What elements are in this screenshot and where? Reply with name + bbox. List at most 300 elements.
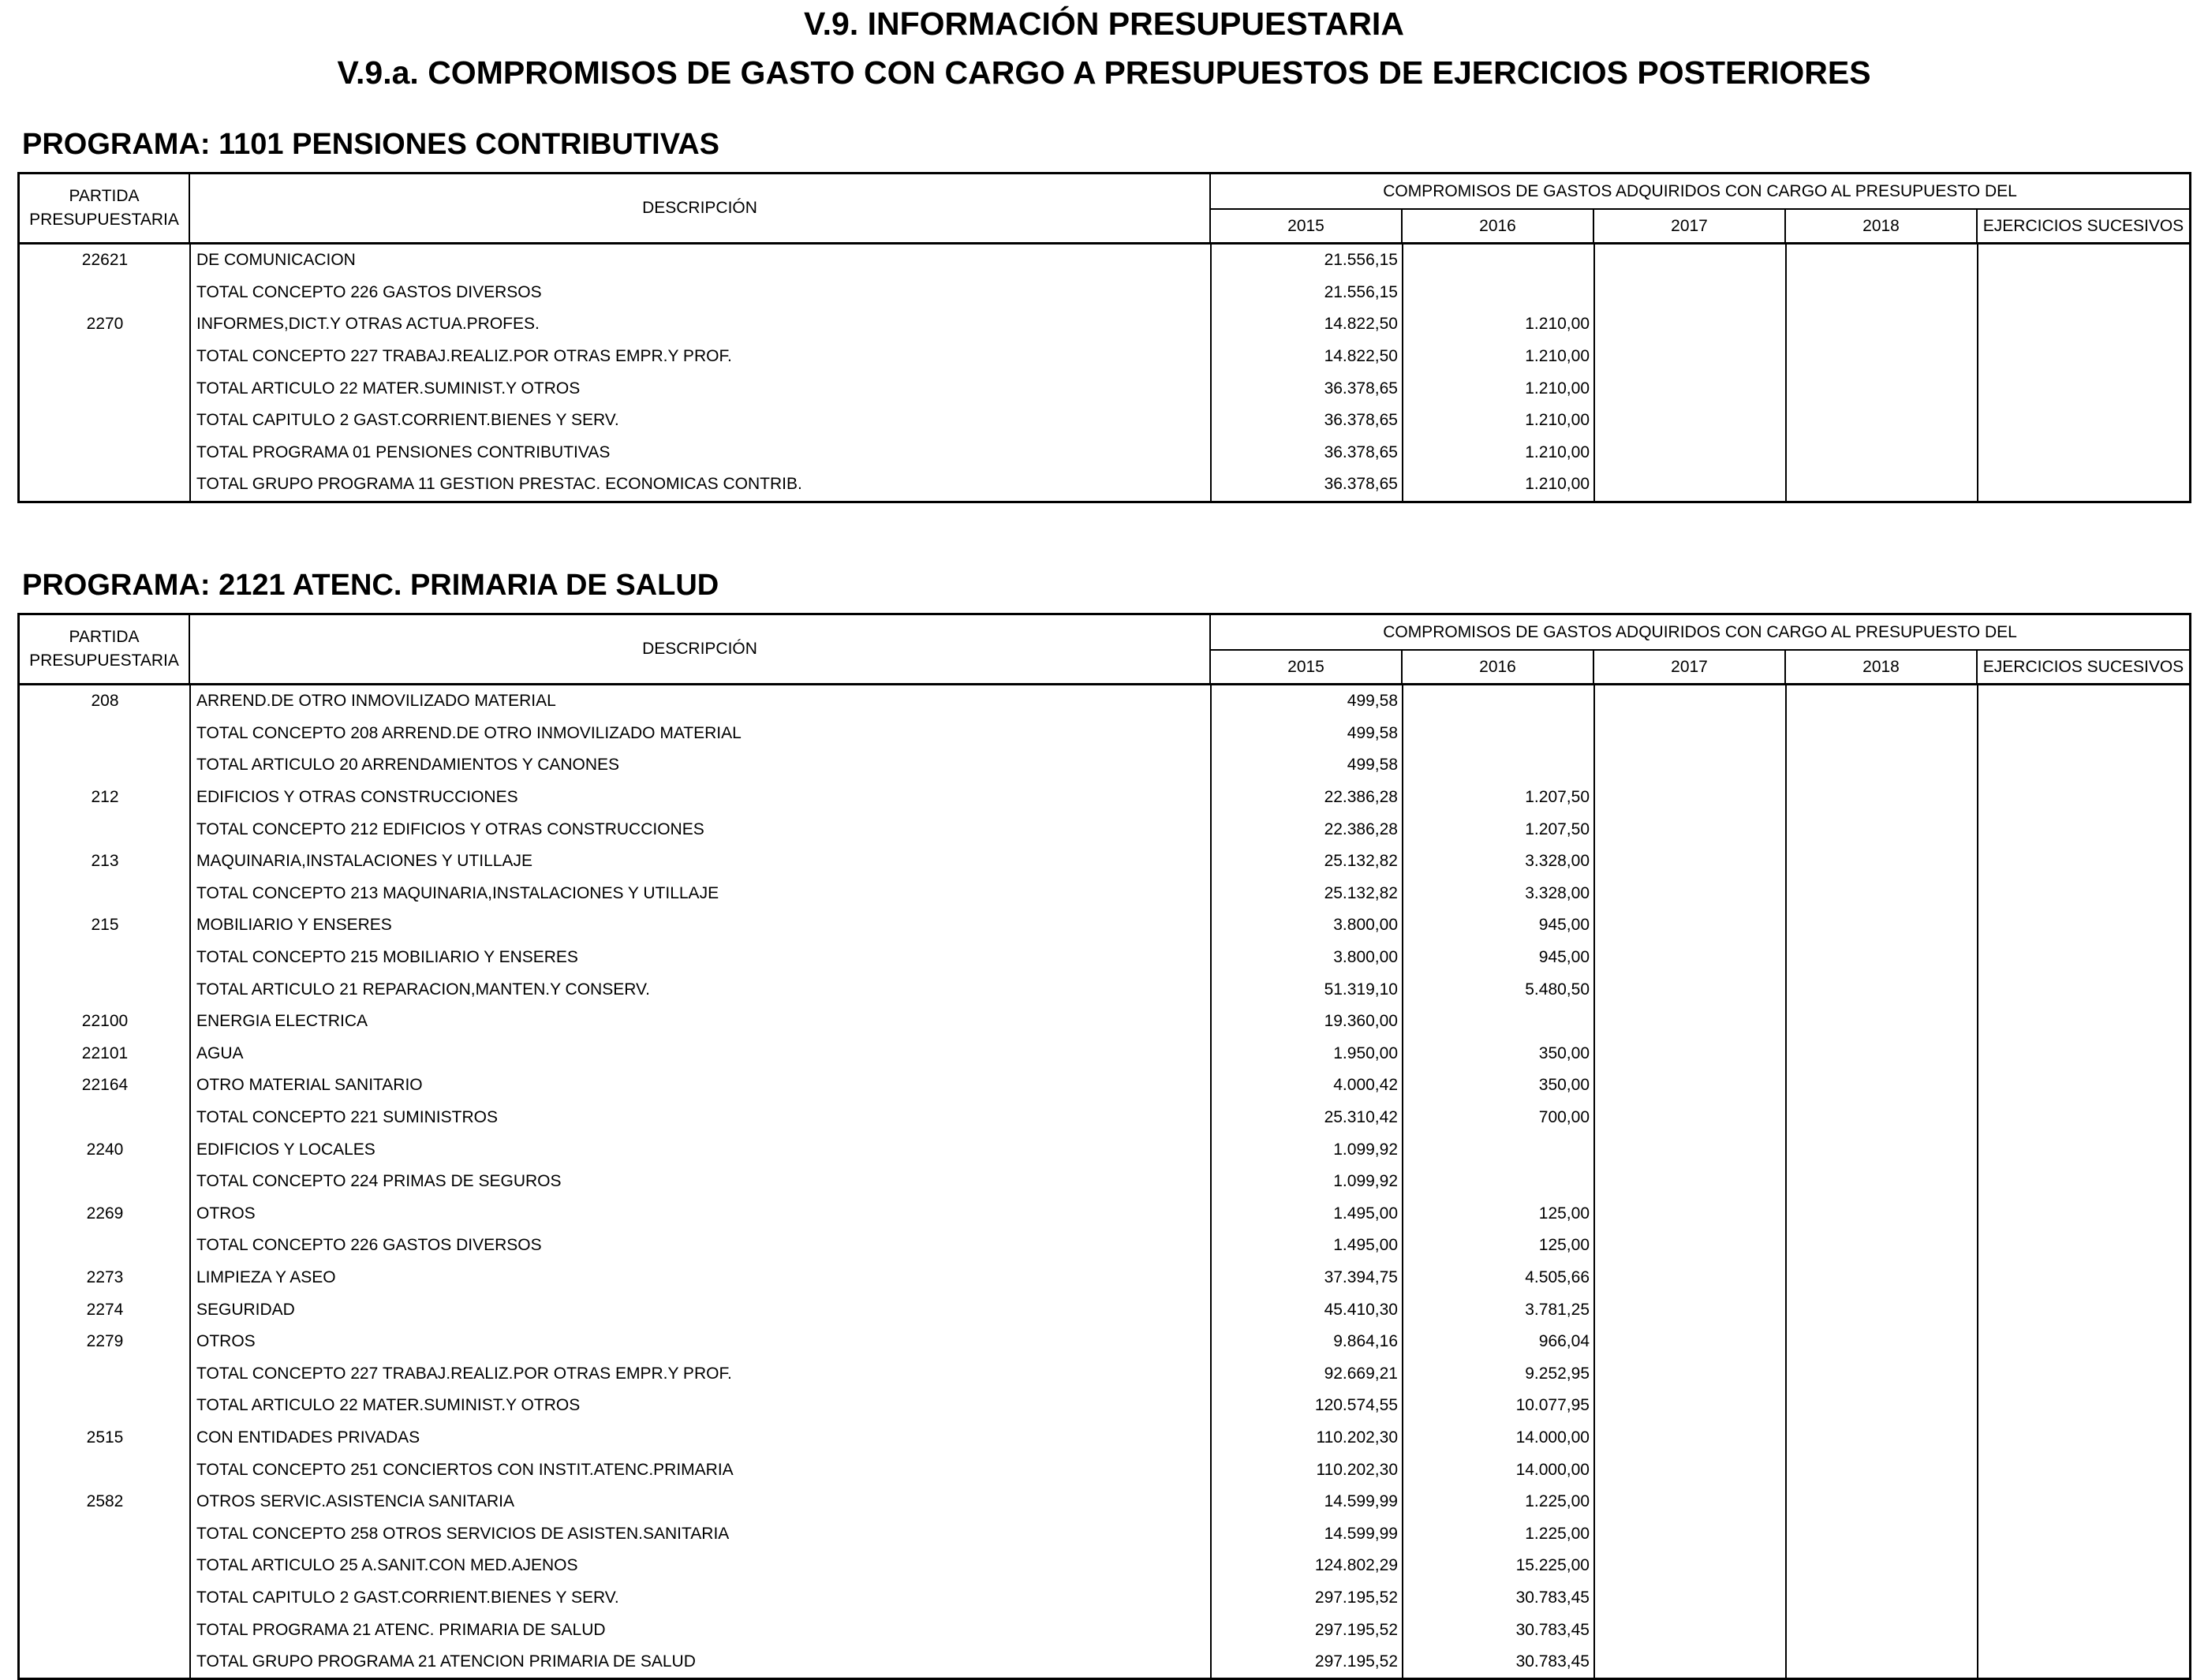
partida-cell — [20, 372, 190, 405]
descripcion-cell: TOTAL CONCEPTO 227 TRABAJ.REALIZ.POR OTRAS EMPR.Y PROF. — [196, 1364, 732, 1383]
descripcion-cell: TOTAL GRUPO PROGRAMA 11 GESTION PRESTAC. ECONOMICAS CONTRIB. — [196, 475, 802, 494]
partida-cell — [20, 1166, 190, 1198]
value-2015: 19.360,00 — [1324, 1012, 1398, 1031]
program-title: PROGRAMA: 2121 ATENC. PRIMARIA DE SALUD — [22, 569, 719, 602]
table-row — [20, 1006, 2189, 1038]
value-2016 — [1403, 1166, 1594, 1198]
partida-cell — [20, 437, 190, 469]
value-2018 — [1786, 1230, 1978, 1262]
value-2015: 499,58 — [1347, 756, 1398, 775]
value-2015: 297.195,52 — [1314, 1588, 1398, 1607]
descripcion-cell: TOTAL CONCEPTO 227 TRABAJ.REALIZ.POR OTRAS EMPR.Y PROF. — [196, 347, 732, 366]
descripcion-cell: TOTAL CONCEPTO 226 GASTOS DIVERSOS — [196, 1236, 542, 1255]
partida-cell — [20, 942, 190, 974]
table-row — [20, 1133, 2189, 1166]
value-2015: 14.599,99 — [1324, 1524, 1398, 1543]
descripcion-cell: TOTAL PROGRAMA 21 ATENC. PRIMARIA DE SALUD — [196, 1620, 606, 1639]
value-2015: 1.099,92 — [1333, 1140, 1398, 1159]
descripcion-cell: TOTAL CAPITULO 2 GAST.CORRIENT.BIENES Y SERV. — [196, 1588, 619, 1607]
value-sucesivos — [1978, 469, 2189, 501]
value-2017 — [1594, 277, 1786, 309]
value-2015: 92.669,21 — [1324, 1364, 1398, 1383]
value-2016: 15.225,00 — [1515, 1556, 1590, 1575]
value-2015: 14.822,50 — [1324, 315, 1398, 334]
table-row — [20, 1614, 2189, 1646]
partida-cell: 22621 — [81, 251, 129, 270]
value-sucesivos — [1978, 942, 2189, 974]
descripcion-cell: INFORMES,DICT.Y OTRAS ACTUA.PROFES. — [196, 315, 540, 334]
value-sucesivos — [1978, 308, 2189, 341]
table-row — [20, 469, 2189, 501]
value-2015: 124.802,29 — [1314, 1556, 1398, 1575]
table-row — [20, 749, 2189, 782]
value-sucesivos — [1978, 1550, 2189, 1582]
partida-cell: 2273 — [86, 1267, 124, 1286]
program-table — [17, 172, 2191, 503]
value-2018 — [1786, 437, 1978, 469]
value-2017 — [1594, 1294, 1786, 1326]
value-2017 — [1594, 437, 1786, 469]
descripcion-cell: EDIFICIOS Y LOCALES — [196, 1140, 375, 1159]
value-sucesivos — [1978, 277, 2189, 309]
table-row — [20, 1454, 2189, 1486]
value-2017 — [1594, 942, 1786, 974]
partida-cell — [20, 1646, 190, 1678]
value-2016 — [1403, 718, 1594, 750]
value-2018 — [1786, 469, 1978, 501]
value-2015: 1.950,00 — [1333, 1043, 1398, 1062]
value-2016: 3.328,00 — [1525, 883, 1590, 902]
page-subtitle: V.9.a. COMPROMISOS DE GASTO CON CARGO A PRESUPUESTOS DE EJERCICIOS POSTERIORES — [337, 54, 1871, 91]
partida-label: PRESUPUESTARIA — [29, 651, 179, 670]
value-sucesivos — [1978, 718, 2189, 750]
table-body — [20, 245, 2189, 501]
table-row — [20, 1102, 2189, 1134]
value-2016: 125,00 — [1538, 1204, 1590, 1223]
value-2017 — [1594, 1230, 1786, 1262]
program-table — [17, 613, 2191, 1680]
descripcion-cell: OTROS — [196, 1332, 256, 1351]
value-2016: 3.781,25 — [1525, 1300, 1590, 1319]
value-sucesivos — [1978, 1326, 2189, 1358]
descripcion-cell: OTROS — [196, 1204, 256, 1223]
partida-cell: 2279 — [86, 1332, 124, 1351]
value-2016: 350,00 — [1538, 1043, 1590, 1062]
value-2016: 14.000,00 — [1515, 1460, 1590, 1479]
partida-cell — [20, 341, 190, 373]
value-2017 — [1594, 1614, 1786, 1646]
value-2015: 36.378,65 — [1324, 379, 1398, 398]
value-2017 — [1594, 782, 1786, 814]
descripcion-cell: TOTAL CONCEPTO 208 ARREND.DE OTRO INMOVILIZADO MATERIAL — [196, 723, 742, 742]
value-2017 — [1594, 846, 1786, 878]
value-2017 — [1594, 405, 1786, 437]
years-header-group — [1211, 174, 2189, 242]
value-2017 — [1594, 1326, 1786, 1358]
value-2016: 966,04 — [1538, 1332, 1590, 1351]
value-sucesivos — [1978, 813, 2189, 846]
table-row — [20, 973, 2189, 1006]
value-2016 — [1403, 749, 1594, 782]
table-row — [20, 942, 2189, 974]
value-2016: 700,00 — [1538, 1108, 1590, 1127]
value-2017 — [1594, 878, 1786, 910]
year-header-row — [1211, 210, 2189, 242]
value-2016: 1.207,50 — [1525, 788, 1590, 807]
table-row — [20, 372, 2189, 405]
page-title: V.9. INFORMACIÓN PRESUPUESTARIA — [804, 6, 1404, 42]
year-header: 2015 — [1211, 651, 1403, 683]
year-header: 2018 — [1786, 210, 1978, 242]
value-2015: 1.099,92 — [1333, 1172, 1398, 1191]
table-row — [20, 1294, 2189, 1326]
value-sucesivos — [1978, 1133, 2189, 1166]
value-2018 — [1786, 1294, 1978, 1326]
value-2018 — [1786, 1614, 1978, 1646]
value-sucesivos — [1978, 973, 2189, 1006]
value-sucesivos — [1978, 1518, 2189, 1550]
value-2018 — [1786, 1454, 1978, 1486]
descripcion-cell: SEGURIDAD — [196, 1300, 295, 1319]
descripcion-cell: TOTAL ARTICULO 20 ARRENDAMIENTOS Y CANONES — [196, 756, 620, 775]
partida-cell: 213 — [91, 852, 119, 871]
partida-cell: 2269 — [86, 1204, 124, 1223]
value-2015: 25.132,82 — [1324, 852, 1398, 871]
value-2017 — [1594, 1357, 1786, 1390]
value-2015: 499,58 — [1347, 723, 1398, 742]
value-sucesivos — [1978, 1390, 2189, 1422]
partida-cell — [20, 469, 190, 501]
value-2016: 1.210,00 — [1525, 442, 1590, 461]
value-2018 — [1786, 973, 1978, 1006]
descripcion-cell: ARREND.DE OTRO INMOVILIZADO MATERIAL — [196, 692, 556, 711]
value-2017 — [1594, 749, 1786, 782]
table-row — [20, 1166, 2189, 1198]
value-2018 — [1786, 909, 1978, 942]
value-2018 — [1786, 1133, 1978, 1166]
descripcion-cell: ENERGIA ELECTRICA — [196, 1012, 368, 1031]
value-2016 — [1403, 277, 1594, 309]
value-2015: 36.378,65 — [1324, 411, 1398, 430]
value-2018 — [1786, 1486, 1978, 1518]
value-2016: 14.000,00 — [1515, 1428, 1590, 1447]
value-sucesivos — [1978, 372, 2189, 405]
value-sucesivos — [1978, 1070, 2189, 1102]
value-2018 — [1786, 749, 1978, 782]
value-sucesivos — [1978, 1102, 2189, 1134]
value-2017 — [1594, 1454, 1786, 1486]
value-2017 — [1594, 1486, 1786, 1518]
value-sucesivos — [1978, 341, 2189, 373]
value-2015: 9.864,16 — [1333, 1332, 1398, 1351]
table-header — [20, 174, 2189, 245]
value-2018 — [1786, 1422, 1978, 1454]
value-2018 — [1786, 308, 1978, 341]
value-2016: 1.210,00 — [1525, 411, 1590, 430]
value-2016: 945,00 — [1538, 916, 1590, 935]
table-row — [20, 1230, 2189, 1262]
descripcion-cell: OTRO MATERIAL SANITARIO — [196, 1076, 423, 1095]
value-2018 — [1786, 1038, 1978, 1070]
descripcion-header: DESCRIPCIÓN — [190, 615, 1211, 683]
value-2016 — [1403, 1133, 1594, 1166]
value-2015: 14.822,50 — [1324, 347, 1398, 366]
value-2017 — [1594, 973, 1786, 1006]
value-2017 — [1594, 1518, 1786, 1550]
value-2015: 110.202,30 — [1316, 1428, 1398, 1447]
partida-cell: 22164 — [81, 1076, 129, 1095]
value-2017 — [1594, 1262, 1786, 1294]
value-2015: 297.195,52 — [1314, 1652, 1398, 1671]
table-row — [20, 1038, 2189, 1070]
value-2017 — [1594, 245, 1786, 277]
descripcion-cell: TOTAL CONCEPTO 251 CONCIERTOS CON INSTIT.ATENC.PRIMARIA — [196, 1460, 734, 1479]
value-2015: 37.394,75 — [1324, 1267, 1398, 1286]
value-2018 — [1786, 1518, 1978, 1550]
value-2017 — [1594, 1198, 1786, 1230]
value-2016: 3.328,00 — [1525, 852, 1590, 871]
value-2018 — [1786, 878, 1978, 910]
table-row — [20, 782, 2189, 814]
value-2018 — [1786, 782, 1978, 814]
table-body — [20, 685, 2189, 1678]
value-2017 — [1594, 909, 1786, 942]
value-2016: 30.783,45 — [1515, 1652, 1590, 1671]
partida-cell — [20, 749, 190, 782]
partida-cell: 208 — [91, 692, 119, 711]
descripcion-cell: TOTAL ARTICULO 25 A.SANIT.CON MED.AJENOS — [196, 1556, 578, 1575]
value-sucesivos — [1978, 405, 2189, 437]
value-2016: 9.252,95 — [1525, 1364, 1590, 1383]
value-2016: 125,00 — [1538, 1236, 1590, 1255]
descripcion-cell: TOTAL PROGRAMA 01 PENSIONES CONTRIBUTIVAS — [196, 442, 611, 461]
value-2015: 1.495,00 — [1333, 1204, 1398, 1223]
table-row — [20, 718, 2189, 750]
value-sucesivos — [1978, 1230, 2189, 1262]
year-header: 2015 — [1211, 210, 1403, 242]
year-header: 2017 — [1594, 651, 1786, 683]
value-2018 — [1786, 372, 1978, 405]
table-row — [20, 1646, 2189, 1678]
value-2018 — [1786, 942, 1978, 974]
partida-label: PARTIDA — [69, 628, 140, 646]
value-2016: 30.783,45 — [1515, 1588, 1590, 1607]
value-2017 — [1594, 1166, 1786, 1198]
descripcion-cell: AGUA — [196, 1043, 244, 1062]
compromisos-header: COMPROMISOS DE GASTOS ADQUIRIDOS CON CARGO AL PRESUPUESTO DEL — [1211, 174, 2189, 210]
value-2016: 1.210,00 — [1525, 315, 1590, 334]
value-2018 — [1786, 685, 1978, 718]
partida-cell — [20, 813, 190, 846]
value-2018 — [1786, 813, 1978, 846]
value-2015: 110.202,30 — [1316, 1460, 1398, 1479]
partida-label: PARTIDA — [69, 187, 140, 205]
table-header — [20, 615, 2189, 685]
value-sucesivos — [1978, 1294, 2189, 1326]
table-row — [20, 308, 2189, 341]
partida-cell — [20, 405, 190, 437]
table-row — [20, 1550, 2189, 1582]
value-2015: 297.195,52 — [1314, 1620, 1398, 1639]
value-sucesivos — [1978, 782, 2189, 814]
table-row — [20, 1486, 2189, 1518]
value-2016: 1.207,50 — [1525, 819, 1590, 838]
partida-label: PRESUPUESTARIA — [29, 211, 179, 229]
value-2016: 4.505,66 — [1525, 1267, 1590, 1286]
value-2015: 25.132,82 — [1324, 883, 1398, 902]
value-sucesivos — [1978, 878, 2189, 910]
value-2016: 1.210,00 — [1525, 475, 1590, 494]
value-2018 — [1786, 1390, 1978, 1422]
value-2017 — [1594, 718, 1786, 750]
descripcion-cell: TOTAL ARTICULO 21 REPARACION,MANTEN.Y CONSERV. — [196, 980, 650, 999]
value-2017 — [1594, 1646, 1786, 1678]
value-sucesivos — [1978, 437, 2189, 469]
table-row — [20, 813, 2189, 846]
descripcion-cell: TOTAL GRUPO PROGRAMA 21 ATENCION PRIMARIA DE SALUD — [196, 1652, 696, 1671]
table-row — [20, 1198, 2189, 1230]
table-row — [20, 878, 2189, 910]
descripcion-cell: CON ENTIDADES PRIVADAS — [196, 1428, 420, 1447]
value-2015: 3.800,00 — [1333, 948, 1398, 967]
partida-cell — [20, 1230, 190, 1262]
value-2016: 10.077,95 — [1515, 1396, 1590, 1415]
value-2018 — [1786, 405, 1978, 437]
value-2017 — [1594, 1550, 1786, 1582]
descripcion-cell: TOTAL CONCEPTO 224 PRIMAS DE SEGUROS — [196, 1172, 562, 1191]
value-2015: 1.495,00 — [1333, 1236, 1398, 1255]
partida-cell — [20, 1582, 190, 1615]
value-2016 — [1403, 685, 1594, 718]
descripcion-cell: TOTAL CONCEPTO 215 MOBILIARIO Y ENSERES — [196, 948, 578, 967]
partida-cell: 2270 — [86, 315, 124, 334]
descripcion-cell: TOTAL CONCEPTO 221 SUMINISTROS — [196, 1108, 498, 1127]
value-2018 — [1786, 1326, 1978, 1358]
descripcion-cell: TOTAL CAPITULO 2 GAST.CORRIENT.BIENES Y SERV. — [196, 411, 619, 430]
value-sucesivos — [1978, 1486, 2189, 1518]
value-2018 — [1786, 1646, 1978, 1678]
value-sucesivos — [1978, 846, 2189, 878]
value-2016: 350,00 — [1538, 1076, 1590, 1095]
value-2018 — [1786, 1006, 1978, 1038]
value-2016: 1.210,00 — [1525, 347, 1590, 366]
value-sucesivos — [1978, 1262, 2189, 1294]
value-2018 — [1786, 846, 1978, 878]
table-row — [20, 405, 2189, 437]
value-2017 — [1594, 1070, 1786, 1102]
value-2015: 21.556,15 — [1324, 282, 1398, 301]
value-2018 — [1786, 1357, 1978, 1390]
partida-cell — [20, 1454, 190, 1486]
partida-header — [20, 615, 190, 683]
value-sucesivos — [1978, 1646, 2189, 1678]
partida-cell — [20, 1518, 190, 1550]
value-sucesivos — [1978, 1357, 2189, 1390]
years-header-group — [1211, 615, 2189, 683]
descripcion-cell: TOTAL CONCEPTO 226 GASTOS DIVERSOS — [196, 282, 542, 301]
value-sucesivos — [1978, 1454, 2189, 1486]
value-2016: 1.210,00 — [1525, 379, 1590, 398]
value-2017 — [1594, 372, 1786, 405]
value-2017 — [1594, 308, 1786, 341]
year-header-row — [1211, 651, 2189, 683]
partida-header — [20, 174, 190, 242]
value-2018 — [1786, 1198, 1978, 1230]
value-sucesivos — [1978, 749, 2189, 782]
value-2016: 945,00 — [1538, 948, 1590, 967]
partida-cell: 212 — [91, 788, 119, 807]
value-2015: 4.000,42 — [1333, 1076, 1398, 1095]
descripcion-cell: TOTAL CONCEPTO 213 MAQUINARIA,INSTALACIONES Y UTILLAJE — [196, 883, 719, 902]
table-row — [20, 1422, 2189, 1454]
table-row — [20, 846, 2189, 878]
value-2015: 25.310,42 — [1324, 1108, 1398, 1127]
table-row — [20, 909, 2189, 942]
descripcion-cell: LIMPIEZA Y ASEO — [196, 1267, 336, 1286]
partida-cell — [20, 1550, 190, 1582]
table-row — [20, 1357, 2189, 1390]
value-sucesivos — [1978, 1582, 2189, 1615]
compromisos-header: COMPROMISOS DE GASTOS ADQUIRIDOS CON CARGO AL PRESUPUESTO DEL — [1211, 615, 2189, 651]
value-2016 — [1403, 1006, 1594, 1038]
value-2015: 45.410,30 — [1324, 1300, 1398, 1319]
value-2016 — [1403, 245, 1594, 277]
partida-cell — [20, 718, 190, 750]
descripcion-cell: TOTAL ARTICULO 22 MATER.SUMINIST.Y OTROS — [196, 1396, 581, 1415]
table-row — [20, 277, 2189, 309]
table-row — [20, 245, 2189, 277]
table-row — [20, 1390, 2189, 1422]
table-row — [20, 437, 2189, 469]
descripcion-cell: MAQUINARIA,INSTALACIONES Y UTILLAJE — [196, 852, 532, 871]
partida-cell — [20, 1614, 190, 1646]
partida-cell — [20, 878, 190, 910]
year-header: EJERCICIOS SUCESIVOS — [1982, 657, 2184, 676]
value-2015: 3.800,00 — [1333, 916, 1398, 935]
value-2017 — [1594, 685, 1786, 718]
value-2017 — [1594, 1006, 1786, 1038]
value-sucesivos — [1978, 1198, 2189, 1230]
value-2018 — [1786, 1582, 1978, 1615]
value-sucesivos — [1978, 245, 2189, 277]
value-2017 — [1594, 1038, 1786, 1070]
table-row — [20, 1262, 2189, 1294]
partida-cell: 2582 — [86, 1492, 124, 1511]
value-2015: 22.386,28 — [1324, 788, 1398, 807]
value-sucesivos — [1978, 1614, 2189, 1646]
value-2016: 30.783,45 — [1515, 1620, 1590, 1639]
table-row — [20, 1326, 2189, 1358]
descripcion-cell: OTROS SERVIC.ASISTENCIA SANITARIA — [196, 1492, 514, 1511]
partida-cell — [20, 1102, 190, 1134]
partida-cell: 215 — [91, 916, 119, 935]
table-row — [20, 1518, 2189, 1550]
descripcion-cell: TOTAL CONCEPTO 212 EDIFICIOS Y OTRAS CONSTRUCCIONES — [196, 819, 704, 838]
descripcion-cell: DE COMUNICACION — [196, 251, 356, 270]
partida-cell — [20, 973, 190, 1006]
partida-cell — [20, 1390, 190, 1422]
table-row — [20, 341, 2189, 373]
value-2015: 36.378,65 — [1324, 475, 1398, 494]
value-sucesivos — [1978, 1038, 2189, 1070]
value-2018 — [1786, 1102, 1978, 1134]
value-sucesivos — [1978, 685, 2189, 718]
value-2018 — [1786, 718, 1978, 750]
partida-cell: 22100 — [81, 1012, 129, 1031]
value-2016: 1.225,00 — [1525, 1524, 1590, 1543]
partida-cell: 2515 — [86, 1428, 124, 1447]
value-sucesivos — [1978, 1166, 2189, 1198]
